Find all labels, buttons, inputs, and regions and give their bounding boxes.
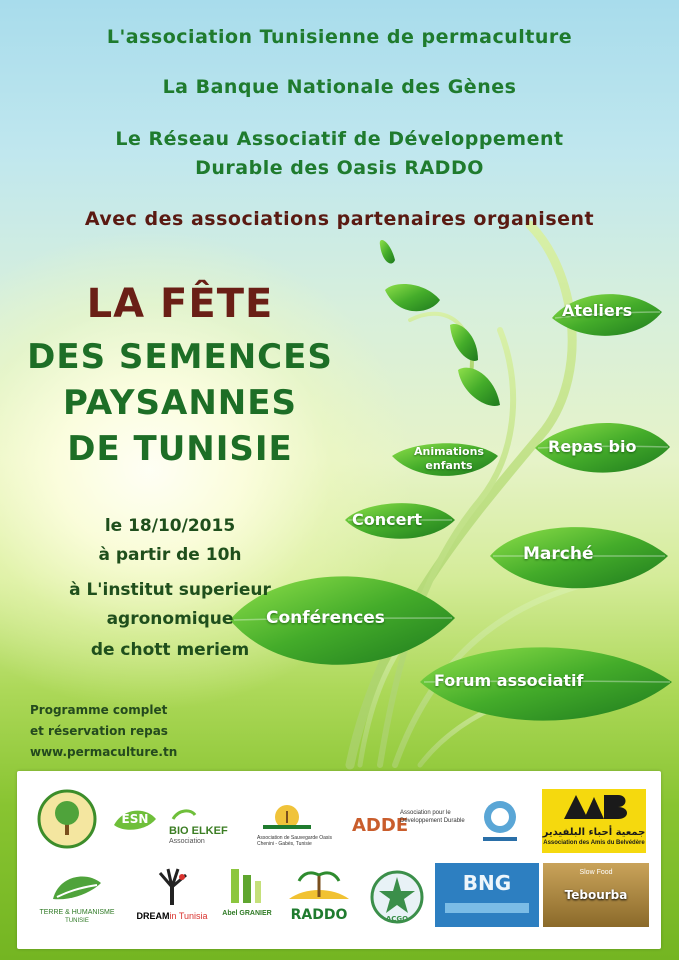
svg-text:ESN: ESN [121, 812, 149, 826]
bio-elkef-logo [169, 806, 247, 846]
title-line-2: DES SEMENCES [27, 337, 333, 377]
amis-belvedere-arabic: جمعية أحباء البلفيدير [542, 827, 646, 838]
esn-logo [110, 801, 160, 837]
acgo-text: ACGO [385, 915, 409, 923]
event-date: le 18/10/2015 [104, 516, 236, 536]
raddo-text: RADDO [290, 907, 348, 923]
ameinti-logo [475, 797, 525, 847]
organizer-line-3b: Durable des Oasis RADDO [195, 157, 484, 179]
dream-in-text: in Tunisia [169, 911, 208, 921]
slow-food-tebourba-logo [543, 863, 649, 927]
bio-elkef-sub: Association [169, 838, 205, 845]
bng-logo [435, 863, 539, 927]
amis-belvedere-logo [542, 789, 646, 853]
tebourba-text: Tebourba [564, 888, 628, 902]
title-line-1: LA FÊTE [86, 281, 274, 327]
svg-text:ADDE: ADDE [352, 815, 409, 836]
adde-text: Association pour le Développement Durable [400, 810, 465, 824]
amis-belvedere-text: Association des Amis du Belvédère [543, 840, 645, 846]
activity-ateliers: Ateliers [562, 301, 633, 320]
bio-elkef-text: BIO ELKEF [169, 825, 228, 837]
event-place-1: à L'institut superieur [69, 580, 271, 600]
activity-animations-1: Animations [414, 445, 484, 458]
title-line-4: DE TUNISIE [67, 429, 293, 469]
event-place-2: agronomique [106, 609, 234, 629]
website-link[interactable]: www.permaculture.tn [30, 745, 178, 759]
activity-marche: Marché [523, 544, 594, 564]
activity-conferences: Conférences [266, 608, 385, 628]
organizer-line-1: L'association Tunisienne de permaculture [106, 26, 573, 48]
abel-granier-text: Abel GRANIER [222, 910, 272, 917]
adde-logo [350, 809, 470, 849]
slow-food-text: Slow Food [579, 869, 613, 876]
terre-humanisme-sub: TUNISIE [65, 918, 89, 924]
program-note-2: et réservation repas [30, 724, 168, 738]
organizer-line-2: La Banque Nationale des Gènes [162, 76, 517, 98]
terre-humanisme-logo [39, 871, 115, 931]
activity-repas-bio: Repas bio [548, 437, 637, 456]
program-note-1: Programme complet [30, 703, 168, 717]
abel-granier-logo [217, 865, 277, 931]
dream-in-tunisia-logo [134, 867, 210, 931]
activity-concert: Concert [352, 510, 422, 529]
bng-text: BNG [462, 871, 512, 895]
permaculture-association-logo [37, 789, 97, 849]
acgo-logo [369, 869, 425, 925]
event-time: à partir de 10h [98, 545, 242, 565]
partner-logos-panel [17, 771, 661, 949]
activity-forum: Forum associatif [434, 671, 584, 690]
organizer-line-3a: Le Réseau Associatif de Développement [115, 128, 564, 150]
oasis-chenini-text: Association de Sauvegarde Oasis Chenini - Gabès, Tunisie [257, 835, 333, 847]
activity-animations-2: enfants [425, 459, 473, 472]
terre-humanisme-text: TERRE & HUMANISME [39, 909, 115, 916]
title-line-3: PAYSANNES [63, 383, 297, 423]
organizer-line-4: Avec des associations partenaires organisent [84, 208, 595, 230]
dream-text: DREAM [136, 911, 170, 921]
oasis-chenini-logo [257, 801, 335, 851]
raddo-logo [285, 867, 353, 931]
event-place-3: de chott meriem [90, 640, 250, 660]
